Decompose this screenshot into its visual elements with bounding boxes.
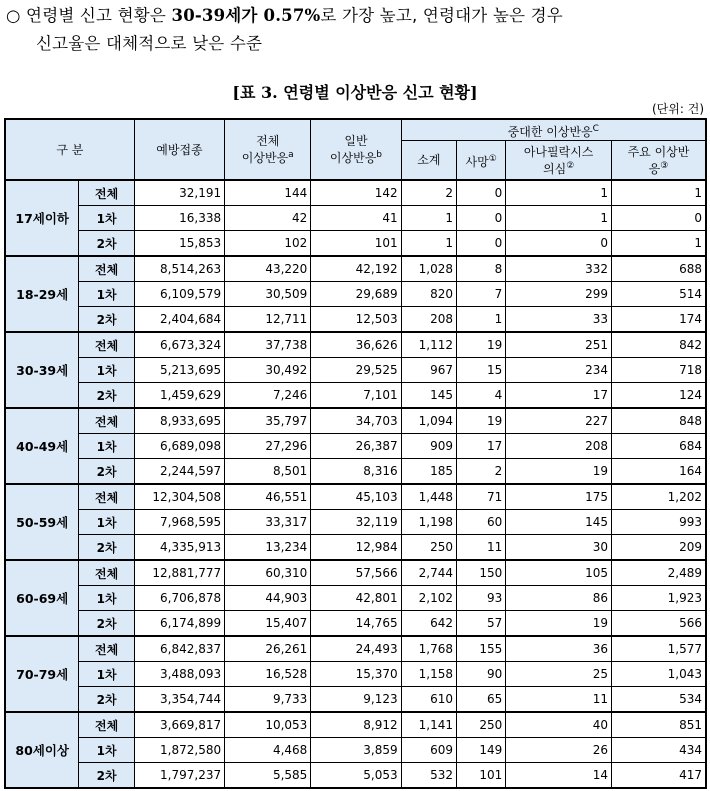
value-cell: 27,296 [225, 434, 311, 459]
dose-cell: 2차 [79, 459, 134, 485]
table-body [5, 180, 706, 788]
value-cell: 145 [401, 383, 456, 409]
table-row [5, 231, 706, 257]
value-cell: 36,626 [311, 332, 401, 358]
table-title: [표 3. 연령별 이상반응 신고 현황] [232, 83, 478, 102]
table-row [5, 611, 706, 637]
table-row [5, 763, 706, 789]
value-cell: 34,703 [311, 408, 401, 434]
value-cell: 6,174,899 [134, 611, 224, 637]
value-cell: 29,689 [311, 282, 401, 307]
table-row [5, 180, 706, 206]
value-cell: 7,101 [311, 383, 401, 409]
bullet-mark: ○ [6, 6, 21, 25]
value-cell: 42 [225, 206, 311, 231]
value-cell: 208 [401, 307, 456, 333]
value-cell: 4 [457, 383, 506, 409]
value-cell: 164 [611, 459, 706, 485]
value-cell: 1,797,237 [134, 763, 224, 789]
value-cell: 234 [506, 358, 612, 383]
value-cell: 5,585 [225, 763, 311, 789]
value-cell: 86 [506, 586, 612, 611]
value-cell: 17 [506, 383, 612, 409]
value-cell: 967 [401, 358, 456, 383]
table-row [5, 586, 706, 611]
value-cell: 8 [457, 256, 506, 282]
value-cell: 13,234 [225, 535, 311, 561]
value-cell: 16,338 [134, 206, 224, 231]
header-vaccinated: 예방접종 [134, 119, 224, 180]
value-cell: 299 [506, 282, 612, 307]
value-cell: 227 [506, 408, 612, 434]
value-cell: 1 [611, 231, 706, 257]
value-cell: 124 [611, 383, 706, 409]
table-row [5, 307, 706, 333]
value-cell: 102 [225, 231, 311, 257]
value-cell: 32,119 [311, 510, 401, 535]
dose-cell: 1차 [79, 738, 134, 763]
value-cell: 43,220 [225, 256, 311, 282]
value-cell: 1 [506, 180, 612, 206]
value-cell: 101 [311, 231, 401, 257]
table-row [5, 459, 706, 485]
value-cell: 209 [611, 535, 706, 561]
header-serious-ae: 중대한 이상반응$^C$ [401, 119, 706, 141]
table-row [5, 484, 706, 510]
dose-cell: 전체 [79, 560, 134, 586]
value-cell: 566 [611, 611, 706, 637]
value-cell: 993 [611, 510, 706, 535]
dose-cell: 1차 [79, 434, 134, 459]
value-cell: 250 [457, 712, 506, 738]
age-group-cell: 80세이상 [5, 712, 79, 788]
value-cell: 0 [457, 231, 506, 257]
dose-cell: 전체 [79, 180, 134, 206]
value-cell: 6,706,878 [134, 586, 224, 611]
dose-cell: 2차 [79, 307, 134, 333]
value-cell: 1 [611, 180, 706, 206]
summary-bullet [6, 2, 706, 58]
value-cell: 8,514,263 [134, 256, 224, 282]
summary-text-a: 연령별 신고 현황은 [20, 6, 172, 25]
value-cell: 848 [611, 408, 706, 434]
value-cell: 175 [506, 484, 612, 510]
value-cell: 332 [506, 256, 612, 282]
value-cell: 1,202 [611, 484, 706, 510]
value-cell: 4,335,913 [134, 535, 224, 561]
value-cell: 1,768 [401, 636, 456, 662]
value-cell: 851 [611, 712, 706, 738]
age-group-cell: 70-79세 [5, 636, 79, 712]
value-cell: 532 [401, 763, 456, 789]
value-cell: 1,198 [401, 510, 456, 535]
value-cell: 6,673,324 [134, 332, 224, 358]
value-cell: 90 [457, 662, 506, 687]
value-cell: 19 [506, 459, 612, 485]
table-row [5, 662, 706, 687]
value-cell: 3,488,093 [134, 662, 224, 687]
value-cell: 642 [401, 611, 456, 637]
value-cell: 718 [611, 358, 706, 383]
value-cell: 2,744 [401, 560, 456, 586]
value-cell: 145 [506, 510, 612, 535]
age-group-cell: 30-39세 [5, 332, 79, 408]
value-cell: 0 [611, 206, 706, 231]
value-cell: 101 [457, 763, 506, 789]
header-group: 구 분 [5, 119, 134, 180]
age-adverse-event-table [4, 118, 707, 789]
dose-cell: 1차 [79, 586, 134, 611]
summary-line-2: 신고율은 대체적으로 낮은 수준 [36, 34, 263, 53]
table-row [5, 535, 706, 561]
value-cell: 60 [457, 510, 506, 535]
dose-cell: 전체 [79, 256, 134, 282]
value-cell: 33,317 [225, 510, 311, 535]
dose-cell: 1차 [79, 358, 134, 383]
value-cell: 3,354,744 [134, 687, 224, 713]
value-cell: 7 [457, 282, 506, 307]
value-cell: 11 [506, 687, 612, 713]
value-cell: 1,112 [401, 332, 456, 358]
value-cell: 33 [506, 307, 612, 333]
value-cell: 434 [611, 738, 706, 763]
value-cell: 57,566 [311, 560, 401, 586]
age-group-cell: 18-29세 [5, 256, 79, 332]
value-cell: 7,246 [225, 383, 311, 409]
value-cell: 688 [611, 256, 706, 282]
value-cell: 2,102 [401, 586, 456, 611]
table-row [5, 206, 706, 231]
value-cell: 150 [457, 560, 506, 586]
value-cell: 25 [506, 662, 612, 687]
table-row [5, 738, 706, 763]
value-cell: 26,387 [311, 434, 401, 459]
header-death: 사망① [457, 141, 506, 181]
value-cell: 30 [506, 535, 612, 561]
value-cell: 12,984 [311, 535, 401, 561]
value-cell: 57 [457, 611, 506, 637]
value-cell: 1 [506, 206, 612, 231]
value-cell: 842 [611, 332, 706, 358]
age-group-cell: 60-69세 [5, 560, 79, 636]
value-cell: 149 [457, 738, 506, 763]
value-cell: 14,765 [311, 611, 401, 637]
value-cell: 10,053 [225, 712, 311, 738]
dose-cell: 2차 [79, 535, 134, 561]
value-cell: 30,509 [225, 282, 311, 307]
dose-cell: 전체 [79, 408, 134, 434]
header-total-ae: 전체 이상반응$^a$ [225, 119, 311, 180]
table-row [5, 636, 706, 662]
value-cell: 185 [401, 459, 456, 485]
value-cell: 5,053 [311, 763, 401, 789]
value-cell: 12,881,777 [134, 560, 224, 586]
value-cell: 609 [401, 738, 456, 763]
dose-cell: 2차 [79, 383, 134, 409]
value-cell: 514 [611, 282, 706, 307]
table-row [5, 256, 706, 282]
age-group-cell: 17세이하 [5, 180, 79, 256]
value-cell: 29,525 [311, 358, 401, 383]
header-major-ae: 주요 이상반 응③ [611, 141, 706, 181]
value-cell: 1,043 [611, 662, 706, 687]
header-general-ae: 일반 이상반응$^b$ [311, 119, 401, 180]
value-cell: 155 [457, 636, 506, 662]
value-cell: 40 [506, 712, 612, 738]
value-cell: 19 [457, 332, 506, 358]
value-cell: 12,304,508 [134, 484, 224, 510]
value-cell: 5,213,695 [134, 358, 224, 383]
value-cell: 251 [506, 332, 612, 358]
value-cell: 32,191 [134, 180, 224, 206]
value-cell: 12,503 [311, 307, 401, 333]
value-cell: 19 [506, 611, 612, 637]
value-cell: 1,094 [401, 408, 456, 434]
table-row [5, 332, 706, 358]
summary-line-1 [6, 2, 706, 30]
value-cell: 909 [401, 434, 456, 459]
value-cell: 250 [401, 535, 456, 561]
table-row [5, 687, 706, 713]
value-cell: 417 [611, 763, 706, 789]
value-cell: 14 [506, 763, 612, 789]
header-anaphylaxis: 아나필락시스 의심② [506, 141, 612, 181]
value-cell: 105 [506, 560, 612, 586]
value-cell: 534 [611, 687, 706, 713]
value-cell: 9,123 [311, 687, 401, 713]
value-cell: 2 [401, 180, 456, 206]
dose-cell: 전체 [79, 484, 134, 510]
value-cell: 37,738 [225, 332, 311, 358]
summary-text-c: 로 가장 높고, 연령대가 높은 경우 [320, 6, 563, 25]
age-group-cell: 40-49세 [5, 408, 79, 484]
value-cell: 684 [611, 434, 706, 459]
value-cell: 6,689,098 [134, 434, 224, 459]
value-cell: 93 [457, 586, 506, 611]
value-cell: 60,310 [225, 560, 311, 586]
value-cell: 6,109,579 [134, 282, 224, 307]
dose-cell: 2차 [79, 687, 134, 713]
value-cell: 142 [311, 180, 401, 206]
value-cell: 2,404,684 [134, 307, 224, 333]
value-cell: 1 [401, 231, 456, 257]
value-cell: 65 [457, 687, 506, 713]
value-cell: 3,669,817 [134, 712, 224, 738]
summary-highlight: 30-39세가 0.57% [171, 6, 321, 25]
table-row [5, 510, 706, 535]
dose-cell: 2차 [79, 763, 134, 789]
value-cell: 41 [311, 206, 401, 231]
value-cell: 24,493 [311, 636, 401, 662]
value-cell: 3,859 [311, 738, 401, 763]
table-row [5, 712, 706, 738]
value-cell: 820 [401, 282, 456, 307]
value-cell: 26 [506, 738, 612, 763]
value-cell: 1,872,580 [134, 738, 224, 763]
value-cell: 11 [457, 535, 506, 561]
value-cell: 1,923 [611, 586, 706, 611]
value-cell: 36 [506, 636, 612, 662]
dose-cell: 전체 [79, 636, 134, 662]
value-cell: 4,468 [225, 738, 311, 763]
value-cell: 30,492 [225, 358, 311, 383]
value-cell: 9,733 [225, 687, 311, 713]
value-cell: 0 [457, 206, 506, 231]
value-cell: 15 [457, 358, 506, 383]
value-cell: 1,158 [401, 662, 456, 687]
dose-cell: 전체 [79, 332, 134, 358]
value-cell: 8,316 [311, 459, 401, 485]
value-cell: 7,968,595 [134, 510, 224, 535]
value-cell: 17 [457, 434, 506, 459]
dose-cell: 1차 [79, 662, 134, 687]
table-row [5, 383, 706, 409]
value-cell: 1,141 [401, 712, 456, 738]
dose-cell: 1차 [79, 206, 134, 231]
value-cell: 1,028 [401, 256, 456, 282]
value-cell: 2,489 [611, 560, 706, 586]
header-subtotal: 소계 [401, 141, 456, 181]
value-cell: 610 [401, 687, 456, 713]
value-cell: 8,501 [225, 459, 311, 485]
value-cell: 2,244,597 [134, 459, 224, 485]
value-cell: 208 [506, 434, 612, 459]
value-cell: 15,407 [225, 611, 311, 637]
value-cell: 8,912 [311, 712, 401, 738]
value-cell: 1,459,629 [134, 383, 224, 409]
value-cell: 35,797 [225, 408, 311, 434]
value-cell: 0 [506, 231, 612, 257]
value-cell: 174 [611, 307, 706, 333]
value-cell: 46,551 [225, 484, 311, 510]
value-cell: 1 [457, 307, 506, 333]
value-cell: 1 [401, 206, 456, 231]
table-row [5, 408, 706, 434]
value-cell: 2 [457, 459, 506, 485]
table-row [5, 434, 706, 459]
value-cell: 15,853 [134, 231, 224, 257]
value-cell: 15,370 [311, 662, 401, 687]
value-cell: 1,577 [611, 636, 706, 662]
value-cell: 71 [457, 484, 506, 510]
table-row [5, 282, 706, 307]
value-cell: 0 [457, 180, 506, 206]
value-cell: 44,903 [225, 586, 311, 611]
value-cell: 12,711 [225, 307, 311, 333]
value-cell: 26,261 [225, 636, 311, 662]
value-cell: 19 [457, 408, 506, 434]
dose-cell: 전체 [79, 712, 134, 738]
value-cell: 8,933,695 [134, 408, 224, 434]
value-cell: 16,528 [225, 662, 311, 687]
value-cell: 42,192 [311, 256, 401, 282]
age-group-cell: 50-59세 [5, 484, 79, 560]
value-cell: 144 [225, 180, 311, 206]
table-row [5, 358, 706, 383]
unit-label: (단위: 건) [652, 102, 704, 116]
value-cell: 42,801 [311, 586, 401, 611]
dose-cell: 2차 [79, 231, 134, 257]
dose-cell: 1차 [79, 510, 134, 535]
dose-cell: 2차 [79, 611, 134, 637]
table-row [5, 560, 706, 586]
value-cell: 45,103 [311, 484, 401, 510]
value-cell: 1,448 [401, 484, 456, 510]
value-cell: 6,842,837 [134, 636, 224, 662]
dose-cell: 1차 [79, 282, 134, 307]
